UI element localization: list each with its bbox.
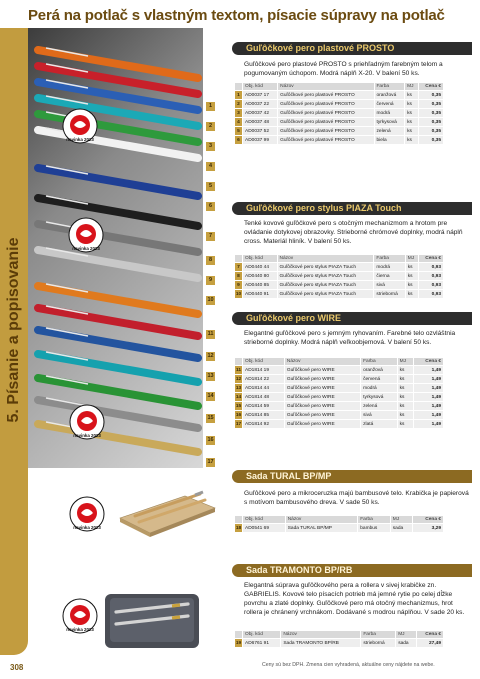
cell-price: 1,49 [414,366,444,375]
column-header: MJ [397,358,413,366]
cell-name: Guľôčkové pero WIRE [284,366,360,375]
cell-name: Guľôčkové pero plastové PROSTO [278,100,374,109]
cell-color: modrá [374,109,405,118]
column-header: Obj. kód [243,83,278,91]
cell-color: zelená [374,127,405,136]
cell-code: AD1814 85 [243,411,285,420]
table-row [235,136,444,145]
cell-code: AD1814 92 [243,420,285,429]
cell-unit: ks [405,91,419,100]
column-header: MJ [390,516,413,524]
cell-code: AD0440 44 [243,263,278,272]
column-header: Cena € [414,358,444,366]
section-description: Guľôčkové pero a mikroceruzka majú bambusové telo. Krabička je papierová s motívom bambusového dreva. V sade 50 ks. [244,490,469,506]
photo-number-tag: 16 [207,437,214,443]
table-row [235,375,444,384]
price-table [234,357,444,429]
cell-name: Guľôčkové pero WIRE [284,420,360,429]
table-row [235,109,444,118]
cell-code: AD1814 19 [243,366,285,375]
cell-price: 0,35 [418,100,443,109]
cell-color: zlatá [361,420,397,429]
column-header: Farba [358,516,391,524]
cell-price: 1,49 [414,420,444,429]
cell-code: AD0037 48 [243,118,278,127]
cell-name: Guľôčkové pero stylus PIAZA Touch [277,272,374,281]
price-table-header [235,255,444,263]
photo-number-tag: 6 [206,202,215,211]
svg-text:novinka 2023: novinka 2023 [73,525,101,530]
cell-code: AD0541 69 [243,524,286,533]
cell-code: AD0440 85 [243,281,278,290]
cell-price: 0,35 [418,91,443,100]
price-table [234,82,444,145]
cell-color: sivá [361,411,397,420]
column-header: Názov [281,631,361,639]
cell-name: Guľôčkové pero stylus PIAZA Touch [277,290,374,299]
cell-color: čierna [374,272,405,281]
table-row [235,420,444,429]
cell-name: Sada TURAL BP/MP [285,524,358,533]
cell-color: modrá [361,384,397,393]
cell-price: 0,93 [419,272,444,281]
price-table-header [235,358,444,366]
cell-name: Guľôčkové pero WIRE [284,411,360,420]
cell-name: Guľôčkové pero WIRE [284,402,360,411]
svg-text:novinka 2023: novinka 2023 [73,433,101,438]
photo-number-tag: 2 [206,122,215,131]
cell-unit: ks [405,281,419,290]
cell-unit: ks [405,118,419,127]
cell-code: AD0440 80 [243,272,278,281]
cell-code: AD1814 44 [243,384,285,393]
cell-unit: ks [405,109,419,118]
cell-color: zelená [361,402,397,411]
cell-name: Guľôčkové pero stylus PIAZA Touch [277,281,374,290]
cell-price: 0,35 [418,118,443,127]
cell-unit: sada [390,524,413,533]
cell-n: 11 [235,367,242,373]
new-badge-5 [62,598,98,639]
photo-number-tag: 1 [206,102,215,111]
cell-name: Guľôčkové pero plastové PROSTO [278,118,374,127]
photo-number-tag: 9 [206,276,215,285]
cell-n: 5 [235,127,243,136]
cell-unit: sada [396,639,416,648]
svg-text:novinka 2023: novinka 2023 [66,627,94,632]
cell-code: AD0037 22 [243,100,278,109]
cell-code: AD0440 91 [243,290,278,299]
column-header: Farba [361,358,397,366]
cell-price: 0,35 [418,136,443,145]
cell-code: AD0037 17 [243,91,278,100]
photo-number-tag: 7 [206,232,215,241]
cell-unit: ks [397,393,413,402]
column-header [235,516,243,524]
pen-8 [38,198,198,226]
cell-n: 18 [235,525,242,531]
cell-n: 4 [235,118,243,127]
cell-color: červená [374,100,405,109]
photo-number-tag: 12 [207,353,214,359]
cell-n: 12 [235,376,242,382]
cell-code: AD0037 42 [243,109,278,118]
column-header: Farba [361,631,396,639]
cell-n: 1 [235,91,243,100]
column-header [235,255,243,263]
price-table [234,630,444,648]
table-row [235,290,444,299]
section-description: Guľôčkové pero plastové PROSTO s priehľadným farebným telom a pogumovaným úchopom. Modrá náplň X-20. V balení 50 ks. [244,61,443,77]
column-header: Názov [285,516,358,524]
column-header: Farba [374,255,405,263]
column-header: Obj. kód [243,516,286,524]
column-header: MJ [405,255,419,263]
photo-number-tag: 14 [207,393,214,399]
cell-n: 7 [235,263,243,272]
cell-n: 2 [235,100,243,109]
cell-code: AD1814 59 [243,402,285,411]
table-row [235,263,444,272]
cell-color: bambus [358,524,391,533]
cell-n: 16 [235,412,242,418]
cell-n: 15 [235,403,242,409]
photo-number-tag: 11 [207,331,214,337]
column-header: Obj. kód [243,358,285,366]
price-table [234,515,444,533]
cell-n: 17 [235,421,242,427]
cell-color: modrá [374,263,405,272]
cell-price: 0,93 [419,290,444,299]
column-header: Názov [277,255,374,263]
cell-n: 3 [235,109,243,118]
column-header: Cena € [419,255,444,263]
page-title: Perá na potlač s vlastným textom, písacie súpravy na potlač [28,7,445,24]
cell-name: Guľôčkové pero plastové PROSTO [278,109,374,118]
section-description: Elegantná súprava guľôčkového pera a rollera v sivej krabičke zn. GABRIELIS. Kovové telo písacích potrieb má jemné rytie po celej dĺžke povrchu a zlaté doplnky. Guľôčkové pero má otočný mechanizmus, hrot rollera je chránený vrchnákom. Dodávané s modrou náplňou. V sade 20 ks. [244,582,465,616]
cell-unit: ks [405,272,419,281]
cell-name: Guľôčkové pero WIRE [284,393,360,402]
new-badge-4 [69,496,105,537]
cell-color: tyrkysová [361,393,397,402]
price-table [234,254,444,299]
column-header: Cena € [413,516,444,524]
photo-number-tag: 17 [207,459,214,465]
cell-color: oranžová [361,366,397,375]
cell-name: Guľôčkové pero stylus PIAZA Touch [277,263,374,272]
price-note: Ceny sú bez DPH. Zmena cien vyhradená, aktuálne ceny nájdete na webe. [262,662,435,668]
cell-n: 6 [235,136,243,145]
page-number: 308 [10,663,24,672]
cell-unit: ks [397,402,413,411]
column-header [235,631,243,639]
cell-unit: ks [397,411,413,420]
cell-unit: ks [405,100,419,109]
table-row [235,639,444,648]
cell-color: strieborná [374,290,405,299]
table-row [235,118,444,127]
table-row [235,281,444,290]
cell-price: 0,35 [418,127,443,136]
pen-7 [38,168,198,196]
cell-unit: ks [397,375,413,384]
photo-number-tag: 5 [206,182,215,191]
cell-price: 1,49 [414,375,444,384]
cell-price: 1,49 [414,393,444,402]
pen-10 [38,250,198,278]
cell-n: 13 [235,385,242,391]
cell-name: Guľôčkové pero WIRE [284,384,360,393]
cell-price: 3,29 [413,524,444,533]
price-table-header [235,83,444,91]
new-badge-2 [68,217,104,258]
section-title: Sada TURAL BP/MP [232,470,472,483]
cell-unit: ks [405,136,419,145]
table-row [235,384,444,393]
cell-unit: ks [397,384,413,393]
photo-number-tag: 3 [206,142,215,151]
cell-n: 8 [235,272,243,281]
cell-color: tyrkysová [374,118,405,127]
table-row [235,524,444,533]
cell-code: AD0037 52 [243,127,278,136]
photo-number-tag: 13 [207,373,214,379]
column-header: MJ [396,631,416,639]
cell-n: 10 [235,291,242,297]
price-table-header [235,516,444,524]
column-header: Cena € [418,83,443,91]
cell-price: 27,49 [416,639,443,648]
pen-14 [38,354,198,382]
cell-price: 1,49 [414,384,444,393]
table-row [235,100,444,109]
pen-17 [38,424,198,452]
cell-n: 14 [235,394,242,400]
table-row [235,272,444,281]
column-header: Farba [374,83,405,91]
cell-name: Guľôčkové pero plastové PROSTO [278,91,374,100]
column-header [235,358,243,366]
column-header: Obj. kód [243,631,281,639]
price-table-header [235,631,444,639]
section-title: Guľôčkové pero plastové PROSTO [232,42,472,55]
column-header: Cena € [416,631,443,639]
cell-unit: ks [405,263,419,272]
column-header: Názov [284,358,360,366]
svg-text:novinka 2023: novinka 2023 [66,137,94,142]
cell-price: 1,49 [414,402,444,411]
cell-price: 0,93 [419,281,444,290]
column-header: MJ [405,83,419,91]
cell-color: oranžová [374,91,405,100]
table-row [235,366,444,375]
table-row [235,393,444,402]
cell-unit: ks [405,127,419,136]
cell-color: strieborná [361,639,396,648]
cell-code: AD1814 22 [243,375,285,384]
cell-color: biela [374,136,405,145]
cell-n: 9 [235,281,243,290]
photo-number-tag: 10 [207,297,214,303]
tural-set-image [115,478,220,545]
table-row [235,402,444,411]
tramonto-set-image [102,582,202,657]
chapter-label: 5. Písanie a popisovanie [5,237,22,423]
photo-number-tag: 15 [207,415,214,421]
cell-name: Guľôčkové pero plastové PROSTO [278,136,374,145]
cell-unit: ks [397,366,413,375]
new-badge-1 [62,108,98,149]
section-title: Guľôčkové pero stylus PIAZA Touch [232,202,472,215]
pen-9 [38,224,198,252]
table-row [235,127,444,136]
svg-text:novinka 2023: novinka 2023 [72,246,100,251]
cell-price: 0,35 [418,109,443,118]
cell-name: Guľôčkové pero WIRE [284,375,360,384]
pens-photo [28,28,203,468]
table-row [235,411,444,420]
new-badge-3 [69,404,105,445]
cell-unit: ks [405,290,419,299]
cell-name: Guľôčkové pero plastové PROSTO [278,127,374,136]
column-header: Názov [278,83,374,91]
table-row [235,91,444,100]
section-description: Elegantné guľôčkové pero s jemným ryhovaním. Farebné telo ozvláštnia strieborné doplnky. Modrá náplň veľkoobjemová. V balení 50 ks. [244,330,456,346]
cell-code: AD0037 99 [243,136,278,145]
section-title: Sada TRAMONTO BP/RB [232,564,472,577]
cell-color: sivá [374,281,405,290]
cell-price: 1,49 [414,411,444,420]
column-header [235,83,243,91]
section-title: Guľôčkové pero WIRE [232,312,472,325]
cell-code: AD1814 48 [243,393,285,402]
cell-code: AD6761 91 [243,639,281,648]
cell-unit: ks [397,420,413,429]
photo-number-tag: 8 [206,256,215,265]
cell-price: 0,93 [419,263,444,272]
cell-color: červená [361,375,397,384]
cell-n: 19 [235,640,242,646]
section-description: Tenké kovové guľôčkové pero s otočným mechanizmom a hrotom pre ovládanie dotykovej obrazovky. Strieborné chrómové doplnky, modrá náplň cross. Materiál hliník. V balení 50 ks. [244,220,463,245]
column-header: Obj. kód [243,255,278,263]
photo-number-tag: 4 [206,162,215,171]
cell-name: Sada TRAMONTO BP/RB [281,639,361,648]
